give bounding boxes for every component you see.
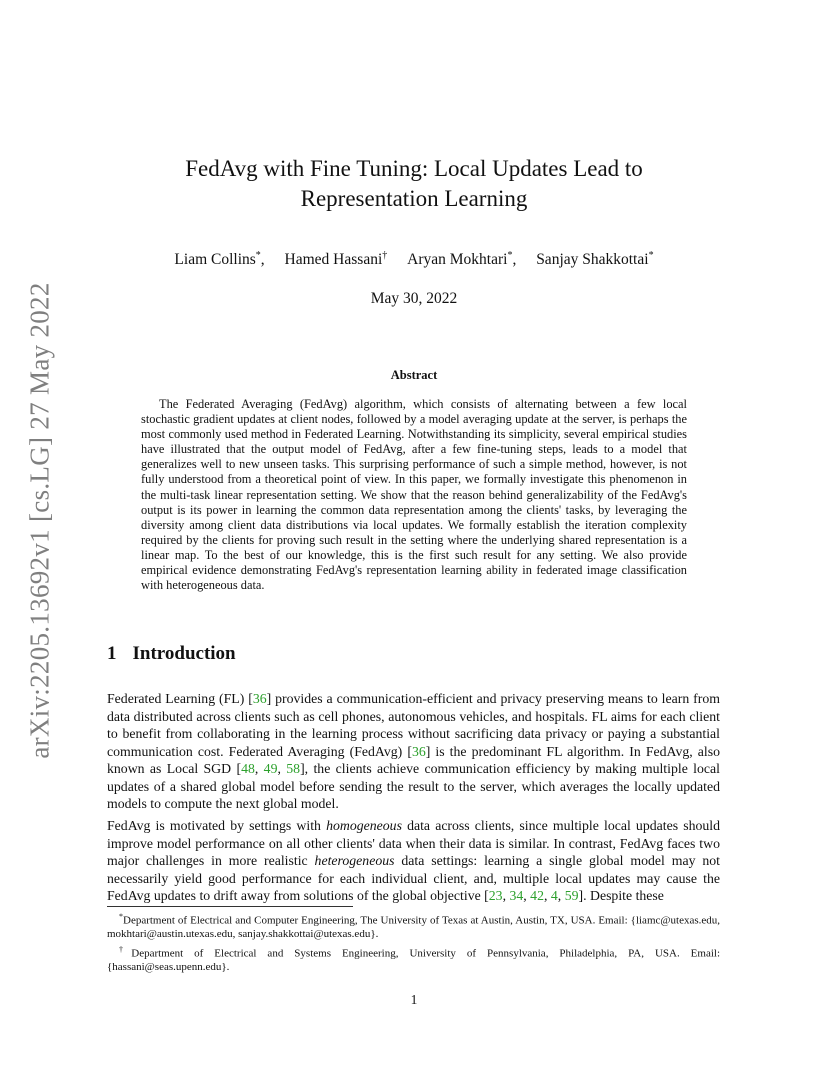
publication-date: May 30, 2022 (370, 290, 458, 307)
author-name: Liam Collins (174, 251, 256, 269)
author-name: Sanjay Shakkottai (536, 251, 649, 269)
author-affiliation-mark: † (382, 250, 388, 261)
footnote-divider (107, 906, 353, 907)
paragraph-text: data settings: learning a single global model may not necessarily yield good performance for each individual client, and, multiple local updates may cause the FedAvg updates to drift away from solutions of the global objective [ (107, 853, 720, 903)
footnote-2 (107, 943, 720, 975)
section-title: Introduction (132, 643, 236, 664)
citation-separator: , (277, 761, 287, 776)
footnote-text: Department of Electrical and Computer Engineering, The University of Texas at Austin, Austin, TX, USA. Email: {liamc@utexas.edu, mokhtari@austin.utexas.edu, sanjay.shakkottai@utexas.edu}. (107, 914, 720, 941)
citation-link[interactable]: 4 (550, 888, 558, 903)
author-2 (285, 246, 388, 270)
author-name: Aryan Mokhtari (407, 251, 508, 269)
page-number: 1 (410, 992, 418, 1007)
author-affiliation-mark: * (507, 250, 513, 261)
author-affiliation-mark: * (648, 250, 654, 261)
paragraph-text: Federated Learning (FL) [ (107, 691, 253, 706)
citation-separator: , (502, 888, 510, 903)
citation-link[interactable]: 49 (263, 761, 278, 776)
footnotes (107, 910, 720, 975)
author-3 (407, 246, 516, 270)
citation-link[interactable]: 42 (530, 888, 544, 903)
footnote-text: Department of Electrical and Systems Engineering, University of Pennsylvania, Philadelphia, PA, USA. Email: {hassani@seas.upenn.edu}. (107, 947, 721, 973)
footnote-1 (107, 910, 720, 942)
paper-title-line-2: Representation Learning (300, 186, 528, 211)
arxiv-identifier-stamp (10, 280, 70, 760)
citation-separator: , (557, 888, 565, 903)
footnote-mark: † (119, 944, 132, 954)
emphasis-text: heterogeneous (314, 853, 395, 868)
citation-link[interactable]: 36 (252, 691, 267, 706)
citation-separator: , (523, 888, 531, 903)
section-heading-introduction (107, 643, 236, 665)
citation-link[interactable]: 58 (286, 761, 301, 776)
citation-link[interactable]: 48 (241, 761, 255, 776)
paragraph-text: FedAvg is motivated by settings with (107, 818, 327, 833)
paragraph-text: ]. Despite these (578, 888, 664, 903)
paragraph-text: ] is the predominant FL algorithm. In FedAvg, also known as Local SGD [ (107, 743, 720, 776)
emphasis-text: homogeneous (326, 818, 402, 833)
paper-title (0, 154, 828, 214)
citation-link[interactable]: 34 (509, 888, 524, 903)
section-number: 1 (107, 643, 117, 664)
author-affiliation-mark: * (255, 250, 261, 261)
paragraph-text: ] provides a communication-efficient and privacy preserving means to learn from data distributed across clients such as cell phones, autonomous vehicles, and hospitals. FL aims for each client to benefit from collaborating in the learning process without sacrificing data privacy or paying a substantial communication cost. Federated Averaging (FedAvg) [ (107, 691, 720, 759)
author-4 (536, 246, 653, 270)
paragraph-text: ], the clients achieve communication efficiency by making multiple local updates of a shared global model before sending the result to the server, which averages the locally updated models to compute the next global model. (107, 761, 720, 811)
abstract-heading: Abstract (390, 368, 438, 382)
arxiv-identifier-text: arXiv:2205.13692v1 [cs.LG] 27 May 2022 (24, 281, 55, 759)
author-separator: , (512, 251, 517, 269)
citation-link[interactable]: 36 (411, 743, 426, 759)
author-separator: , (260, 251, 265, 269)
citation-separator: , (254, 761, 264, 776)
paper-title-line-1: FedAvg with Fine Tuning: Local Updates Lead to (185, 156, 643, 181)
citation-link[interactable]: 59 (564, 888, 579, 903)
author-1 (174, 246, 264, 270)
intro-paragraph-1 (107, 690, 720, 813)
author-name: Hamed Hassani (284, 251, 383, 269)
citation-separator: , (543, 888, 551, 903)
paragraph-text: data across clients, since multiple local updates should improve model performance on all other clients' data when their data is similar. In contrast, FedAvg faces two major challenges in more realistic (107, 818, 720, 868)
author-list (0, 246, 828, 270)
citation-link[interactable]: 23 (488, 888, 503, 903)
intro-paragraph-2 (107, 817, 720, 905)
footnote-mark: * (119, 912, 123, 921)
abstract-body: The Federated Averaging (FedAvg) algorithm, which consists of alternating between a few local stochastic gradient updates at client nodes, followed by a model averaging update at the server, is perhaps the most commonly used method in Federated Learning. Notwithstanding its simplicity, several empirical studies have illustrated that the output model of FedAvg, after a few fine-tuning steps, leads to a model that generalizes well to new unseen tasks. This surprising performance of such a simple method, however, is not fully understood from a theoretical point of view. In this paper, we formally investigate this phenomenon in the multi-task linear representation setting. We show that the reason behind generalizability of the FedAvg's output is its power in learning the common data representation among the clients' tasks, by leveraging the diversity among client data distributions via local updates. We formally establish the iteration complexity required by the clients for proving such result in the setting where the underlying shared representation is a linear map. To the best of our knowledge, this is the first such result for any setting. We also provide empirical evidence demonstrating FedAvg's representation learning ability in federated image classification with heterogeneous data. (141, 397, 687, 593)
